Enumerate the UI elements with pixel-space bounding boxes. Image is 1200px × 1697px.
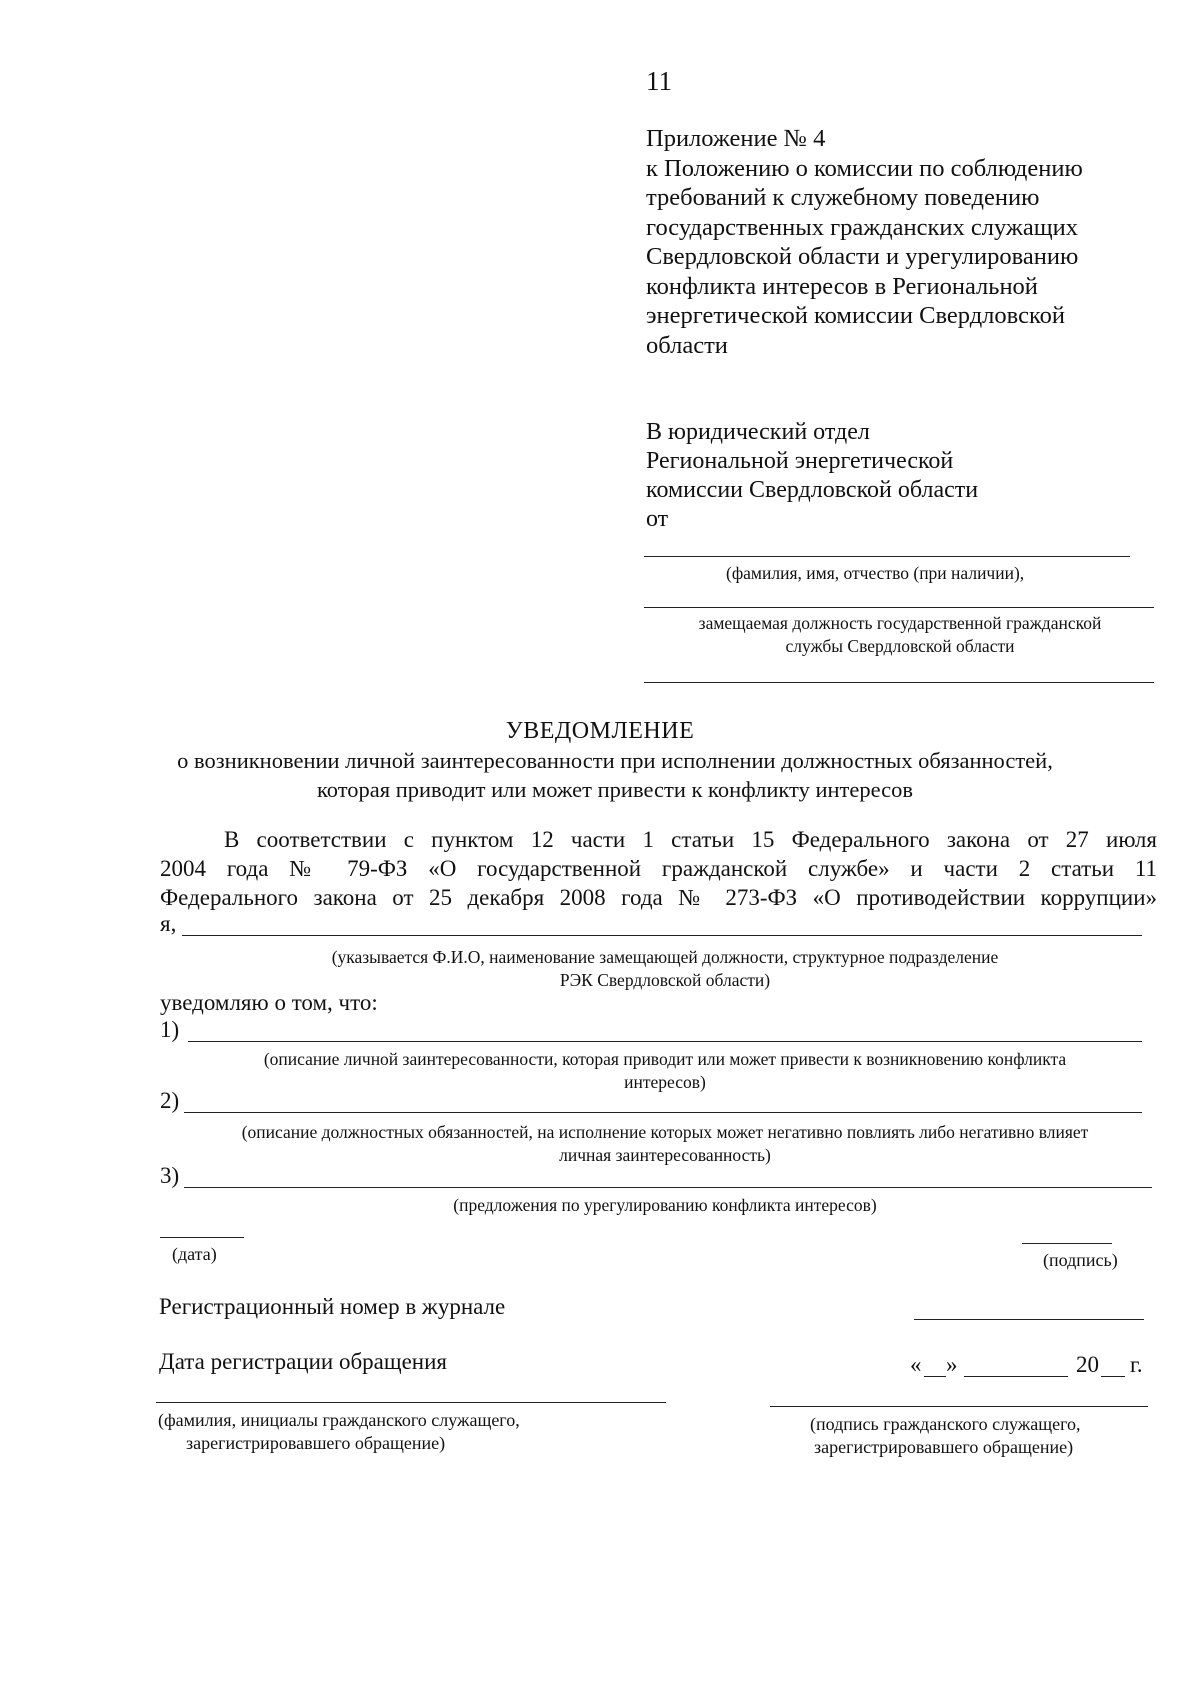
registration-day-field[interactable] bbox=[924, 1376, 946, 1377]
item-3-number: 3) bbox=[160, 1163, 180, 1188]
clerk-signature-hint-1: (подпись гражданского служащего, bbox=[810, 1414, 1081, 1434]
date-open-quote: « bbox=[910, 1352, 922, 1377]
appendix-line: Свердловской области и урегулированию bbox=[646, 243, 1079, 270]
clerk-name-hint-1: (фамилия, инициалы гражданского служащего, bbox=[158, 1410, 520, 1430]
registration-date-label: Дата регистрации обращения bbox=[159, 1349, 447, 1374]
page-number: 11 bbox=[646, 66, 672, 96]
date-year-prefix: 20 bbox=[1076, 1352, 1099, 1377]
date-close-quote: » bbox=[946, 1352, 958, 1377]
notice-body-line: В соответствии с пунктом 12 части 1 статьи 15 Федерального закона от 27 июля bbox=[224, 827, 1157, 852]
sender-extra-field[interactable] bbox=[644, 682, 1154, 683]
item-2-field[interactable] bbox=[184, 1112, 1142, 1113]
appendix-line: области bbox=[646, 331, 728, 359]
clerk-name-field[interactable] bbox=[156, 1402, 666, 1403]
clerk-signature-hint-2: зарегистрировавшего обращение) bbox=[814, 1437, 1074, 1457]
item-1-hint-2: интересов) bbox=[624, 1072, 706, 1092]
date-year-suffix: г. bbox=[1130, 1352, 1143, 1377]
notice-title: УВЕДОМЛЕНИЕ bbox=[505, 718, 695, 744]
signature-field[interactable] bbox=[1022, 1243, 1112, 1244]
declarant-field[interactable] bbox=[182, 935, 1142, 936]
notice-body-line: 2004 года № 79-ФЗ «О государственной гражданской службе» и части 2 статьи 11 bbox=[160, 856, 1157, 881]
sender-name-hint: (фамилия, имя, отчество (при наличии), bbox=[726, 563, 1025, 583]
declarant-hint-2: РЭК Свердловской области) bbox=[559, 970, 771, 990]
item-2-hint-2: личная заинтересованность) bbox=[559, 1145, 771, 1165]
recipient-line: Региональной энергетической bbox=[646, 448, 954, 474]
item-3-hint-1: (предложения по урегулированию конфликта интересов) bbox=[453, 1195, 877, 1215]
notify-text: уведомляю о том, что: bbox=[160, 990, 378, 1015]
notice-body-line: Федерального закона от 25 декабря 2008 года № 273-ФЗ «О противодействии коррупции» bbox=[160, 885, 1157, 910]
appendix-line: энергетической комиссии Свердловской bbox=[646, 302, 1065, 329]
notice-subtitle-line: которая приводит или может привести к конфликту интересов bbox=[316, 777, 914, 802]
appendix-line: требований к служебному поведению bbox=[646, 184, 1040, 211]
recipient-line: комиссии Свердловской области bbox=[646, 477, 979, 503]
date-label: (дата) bbox=[172, 1244, 217, 1264]
item-1-number: 1) bbox=[160, 1017, 180, 1042]
item-2-number: 2) bbox=[160, 1088, 180, 1113]
registration-month-field[interactable] bbox=[964, 1376, 1068, 1377]
item-1-hint-1: (описание личной заинтересованности, которая приводит или может привести к возникновению конфликта bbox=[263, 1049, 1067, 1069]
clerk-name-hint-2: зарегистрировавшего обращение) bbox=[186, 1433, 446, 1453]
appendix-line: к Положению о комиссии по соблюдению bbox=[646, 154, 1083, 182]
sender-position-hint-1: замещаемая должность государственной гражданской bbox=[698, 613, 1102, 633]
signature-label: (подпись) bbox=[1043, 1250, 1118, 1270]
clerk-signature-field[interactable] bbox=[770, 1406, 1148, 1407]
declarant-hint-1: (указывается Ф.И.О, наименование замещающей должности, структурное подразделение bbox=[331, 947, 999, 967]
i-prefix: я, bbox=[160, 911, 177, 936]
sender-name-field[interactable] bbox=[644, 556, 1130, 557]
item-1-field[interactable] bbox=[188, 1041, 1142, 1042]
sender-position-hint-2: службы Свердловской области bbox=[785, 636, 1015, 656]
item-2-hint-1: (описание должностных обязанностей, на исполнение которых может негативно повлиять либо негативно влияет bbox=[241, 1122, 1089, 1142]
appendix-line: конфликта интересов в Региональной bbox=[646, 272, 1038, 300]
appendix-line: государственных гражданских служащих bbox=[646, 213, 1078, 241]
registration-year-field[interactable] bbox=[1101, 1376, 1125, 1377]
date-field[interactable] bbox=[160, 1237, 244, 1238]
registration-number-field[interactable] bbox=[914, 1319, 1144, 1320]
notice-subtitle bbox=[100, 746, 1130, 804]
recipient-block bbox=[646, 418, 978, 534]
notice-body bbox=[160, 825, 1157, 912]
sender-position-field[interactable] bbox=[644, 607, 1154, 608]
recipient-line: от bbox=[646, 506, 669, 532]
appendix-line: Приложение № 4 bbox=[646, 125, 826, 152]
recipient-line: В юридический отдел bbox=[646, 419, 870, 445]
appendix-header bbox=[646, 124, 1146, 360]
item-3-field[interactable] bbox=[184, 1187, 1152, 1188]
notice-subtitle-line: о возникновении личной заинтересованности при исполнении должностных обязанностей, bbox=[177, 748, 1053, 773]
registration-number-label: Регистрационный номер в журнале bbox=[159, 1294, 506, 1319]
